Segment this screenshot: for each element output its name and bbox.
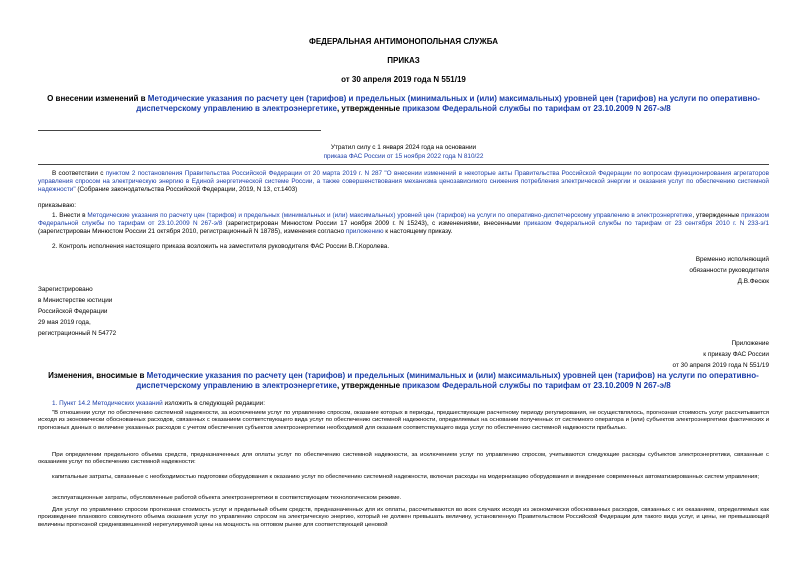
- fst-amendment-link[interactable]: приказом Федеральной службы по тарифам от 23 сентября 2010 г. N 233-э/1: [523, 220, 769, 227]
- appendix-title: [30, 371, 777, 391]
- fst-order-link[interactable]: приказом Федеральной службы по тарифам от 23.10.2009 N 267-э/8: [402, 381, 671, 390]
- registration-line-1: Зарегистрировано: [38, 286, 93, 293]
- item-1-text: к настоящему приказу.: [383, 228, 453, 235]
- divider: [38, 164, 769, 165]
- item-1-text: (зарегистрирован Минюстом России 17 ноября 2009 г. N 15243), с изменениями, внесенными: [222, 220, 524, 227]
- signatory-name: Д.В.Фесюк: [737, 278, 769, 285]
- methodology-link[interactable]: Методические указания по расчету цен (тарифов) и предельных (минимальных и (или) максимальных) уровней цен (тарифов) на услуги по оперативно-диспетчерскому управлению в электроэнергетике: [136, 371, 759, 390]
- paragraph: "В отношении услуг по обеспечению системной надежности, за исключением услуг по управлению спросом, оказание которых в периоды, предшествующие расчетному периоду регулирования, не осуществлялось, прогнозная стоимость услуг рассчитывается исходя из экономически обоснованных расходов, связанных с оказанием соответствующего вида услуг по обеспечению системной надежности, определяемых на основании полученных от системного оператора и (или) субъектов электроэнергетики фактических и прогнозных данных о величине указанных расходов с учетом обеспечения субъектов электроэнергетики необходимой для оказания соответствующего вида услуг по обеспечению системной надежности прибылью.: [38, 410, 769, 431]
- change-1-text: изложить в следующей редакции:: [162, 400, 265, 407]
- appendix-title-prefix: Изменения, вносимые в: [48, 371, 147, 380]
- preamble-paragraph: [38, 170, 769, 194]
- preamble-source: (Собрание законодательства Российской Федерации, 2019, N 13, ст.1403): [75, 186, 298, 193]
- doc-title-prefix: О внесении изменений в: [47, 94, 148, 103]
- registration-number: регистрационный N 54772: [38, 330, 117, 337]
- appendix-link[interactable]: приложению: [345, 228, 384, 235]
- doc-title: [30, 94, 777, 114]
- order-word: приказываю:: [38, 202, 76, 209]
- government-decree-link[interactable]: пунктом 2 постановления Правительства Российской Федерации от 20 марта 2019 г. N 287 "О внесении изменений в некоторые акты Правительства Российской Федерации по вопросам функционирования агрегаторов управления спросом на электрическую энергию в Единой энергетической системе России, а также совершенствования механизма ценозависимого снижения потребления электрической энергии и оказания услуг по обеспечению системной надежности": [38, 170, 769, 193]
- status-line: Утратил силу с 1 января 2024 года на основании: [330, 144, 477, 151]
- methodology-link[interactable]: Методические указания по расчету цен (тарифов) и предельных (минимальных и (или) максимальных) уровней цен (тарифов) на услуги по оперативно-диспетчерскому управлению в электроэнергетике: [136, 94, 760, 113]
- item-1-text: 1. Внести в: [52, 212, 88, 219]
- appendix-title-middle: , утвержденные: [336, 381, 403, 390]
- appendix-order-date: от 30 апреля 2019 года N 551/19: [672, 362, 769, 369]
- divider: [38, 130, 321, 131]
- item-1-text: (зарегистрирован Минюстом России 21 октября 2010, регистрационный N 18785), изменения согласно: [38, 228, 346, 235]
- fst-order-link[interactable]: приказом Федеральной службы по тарифам от 23.10.2009 N 267-э/8: [402, 104, 671, 113]
- appendix-label: Приложение: [731, 340, 769, 347]
- item-1: [38, 212, 769, 236]
- methodology-link[interactable]: Методические указания по расчету цен (тарифов) и предельных (минимальных и (или) максимальных) уровней цен (тарифов) на услуги по оперативно-диспетчерскому управлению в электроэнергетике: [87, 212, 693, 219]
- item-1-text: , утвержденные: [692, 212, 742, 219]
- preamble-text: В соответствии с: [52, 170, 106, 177]
- paragraph: Для услуг по управлению спросом прогнозная стоимость услуг и предельный объем средств, предназначенных для их оплаты, рассчитываются во всех случаях исходя из экономически обоснованных расходов, связанных с их оказанием, определяемых как произведение планового совокупного объема оказания услуг по управлению спросом на электрическую энергию, который не должен превышать величину, установленную Правительством Российской Федерации для такого вида услуг, и цены, не превышающей величины прогнозной средневзвешенной нерегулируемой цены на мощность на оптовом рынке для соответствующей ценовой: [38, 507, 769, 528]
- appendix-order-ref: к приказу ФАС России: [703, 351, 769, 358]
- registration-line-3: Российской Федерации: [38, 308, 108, 315]
- item-2: 2. Контроль исполнения настоящего приказа возложить на заместителя руководителя ФАС России В.Г.Королева.: [52, 243, 390, 250]
- doc-type: ПРИКАЗ: [387, 56, 420, 65]
- registration-line-2: в Министерстве юстиции: [38, 297, 113, 304]
- doc-date-number: от 30 апреля 2019 года N 551/19: [341, 75, 466, 84]
- paragraph: капитальные затраты, связанные с необходимостью подготовки оборудования к оказанию услуг по обеспечению системной надежности, включая расходы на модернизацию оборудования и внедрение современных автоматизированных систем управления;: [52, 474, 760, 480]
- change-1: [52, 400, 265, 408]
- fst-order-link[interactable]: приказом Федеральной службы по тарифам от 23.10.2009 N 267-э/8: [38, 212, 769, 227]
- agency-name: ФЕДЕРАЛЬНАЯ АНТИМОНОПОЛЬНАЯ СЛУЖБА: [309, 37, 498, 46]
- repeal-order-link[interactable]: приказа ФАС России от 15 ноября 2022 года N 810/22: [323, 153, 484, 160]
- registration-date: 29 мая 2019 года,: [38, 319, 91, 326]
- paragraph: При определении предельного объема средств, предназначенных для оплаты услуг по обеспечению системной надежности, за исключением услуг по управлению спросом, учитываются следующие расходы субъектов электроэнергетики, связанные с оказанием услуг по обеспечению системной надежности:: [38, 452, 769, 466]
- signature-title-1: Временно исполняющий: [695, 256, 769, 263]
- signature-title-2: обязанности руководителя: [689, 267, 769, 274]
- clause-14-2-link[interactable]: 1. Пункт 14.2 Методических указаний: [52, 400, 163, 407]
- paragraph: эксплуатационные затраты, обусловленные работой объекта электроэнергетики в соответствующем технологическом режиме.: [52, 495, 402, 501]
- doc-title-middle: , утвержденные: [336, 104, 403, 113]
